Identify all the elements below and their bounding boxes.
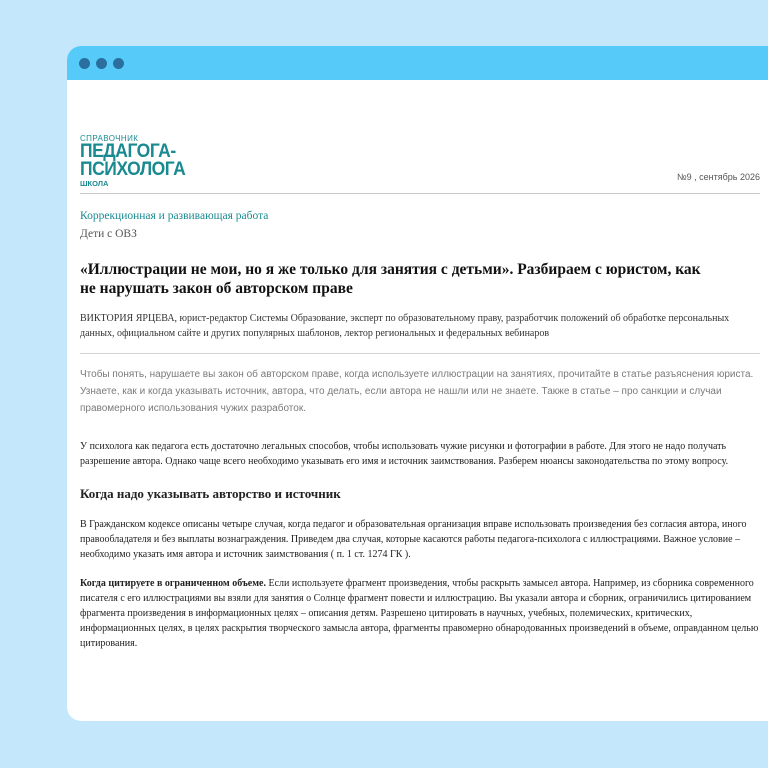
paragraph-3-bold-lead: Когда цитируете в ограниченном объеме. [80,578,266,589]
journal-logo[interactable] [80,134,194,188]
window-control-dot-1[interactable] [79,58,90,69]
article-title: «Иллюстрации не мои, но я же только для занятия с детьми». Разбираем с юристом, как не нарушать закон об авторском праве [80,261,701,297]
logo-label-school: ШКОЛА [80,179,109,188]
window-control-dot-2[interactable] [96,58,107,69]
article-paragraph-1: У психолога как педагога есть достаточно легальных способов, чтобы использовать чужие рисунки и фотографии в работе. Для этого не надо получать разрешение автора. Однако чаще всего необходимо указывать его имя и источник заимствования. Разберем нюансы законодательства по этому вопросу. [80,441,729,467]
article-paragraph-3 [80,576,760,651]
article-paragraph-2: В Гражданском кодексе описаны четыре случая, когда педагог и образовательная организация вправе использовать произведения без согласия автора, иного правообладателя и без выплаты вознаграждения. Приведем два случая, которые касаются работы педагога-психолога с иллюстрациями. Важное условие – необходимо указать имя автора и источник заимствования ( п. 1 ст. 1274 ГК ). [80,519,747,560]
paragraph-3-text: Если используете фрагмент произведения, чтобы раскрыть замысел автора. Например, из сборника современного писателя с его иллюстрациями вы взяли для занятия о Солнце фрагмент повести и иллюстрацию. Вы указали автора и сборник, ограничились цитированием фрагмента произведения в информационных целях – описания детям. Разрешено цитировать в научных, учебных, полемических, критических, информационных целях, в целях раскрытия творческого замысла автора, фрагменты правомерно обнародованных произведений в объеме, оправданном целью цитирования. [80,578,759,649]
logo-label-small: СПРАВОЧНИК [80,134,139,143]
window-control-dot-3[interactable] [113,58,124,69]
page-content [80,80,760,651]
subrubric: Дети с ОВЗ [80,228,137,240]
rubric-link[interactable]: Коррекционная и развивающая работа [80,210,269,222]
issue-date: №9 , сентябрь 2026 [676,172,760,182]
window-titlebar [67,46,768,80]
section-heading: Когда надо указывать авторство и источник [80,486,341,501]
logo-title-line-2: ПСИХОЛОГА [80,159,186,180]
logo-title-line-1: ПЕДАГОГА- [80,141,176,162]
article-lead: Чтобы понять, нарушаете вы закон об авторском праве, когда используете иллюстрации на занятиях, прочитайте в статье разъяснения юриста. Узнаете, как и когда указывать источник, автора, что делать, если автора не нашли или не знаете. Также в статье – про санкции и случаи правомерного использования чужих разработок. [80,369,754,414]
masthead [80,80,760,194]
article-author: ВИКТОРИЯ ЯРЦЕВА, юрист-редактор Системы Образование, эксперт по образовательному праву, разработчик положений об обработке персональных данных, официальном сайте и других популярных шаблонов, лектор региональных и федеральных вебинаров [80,311,760,354]
browser-window [67,46,768,721]
